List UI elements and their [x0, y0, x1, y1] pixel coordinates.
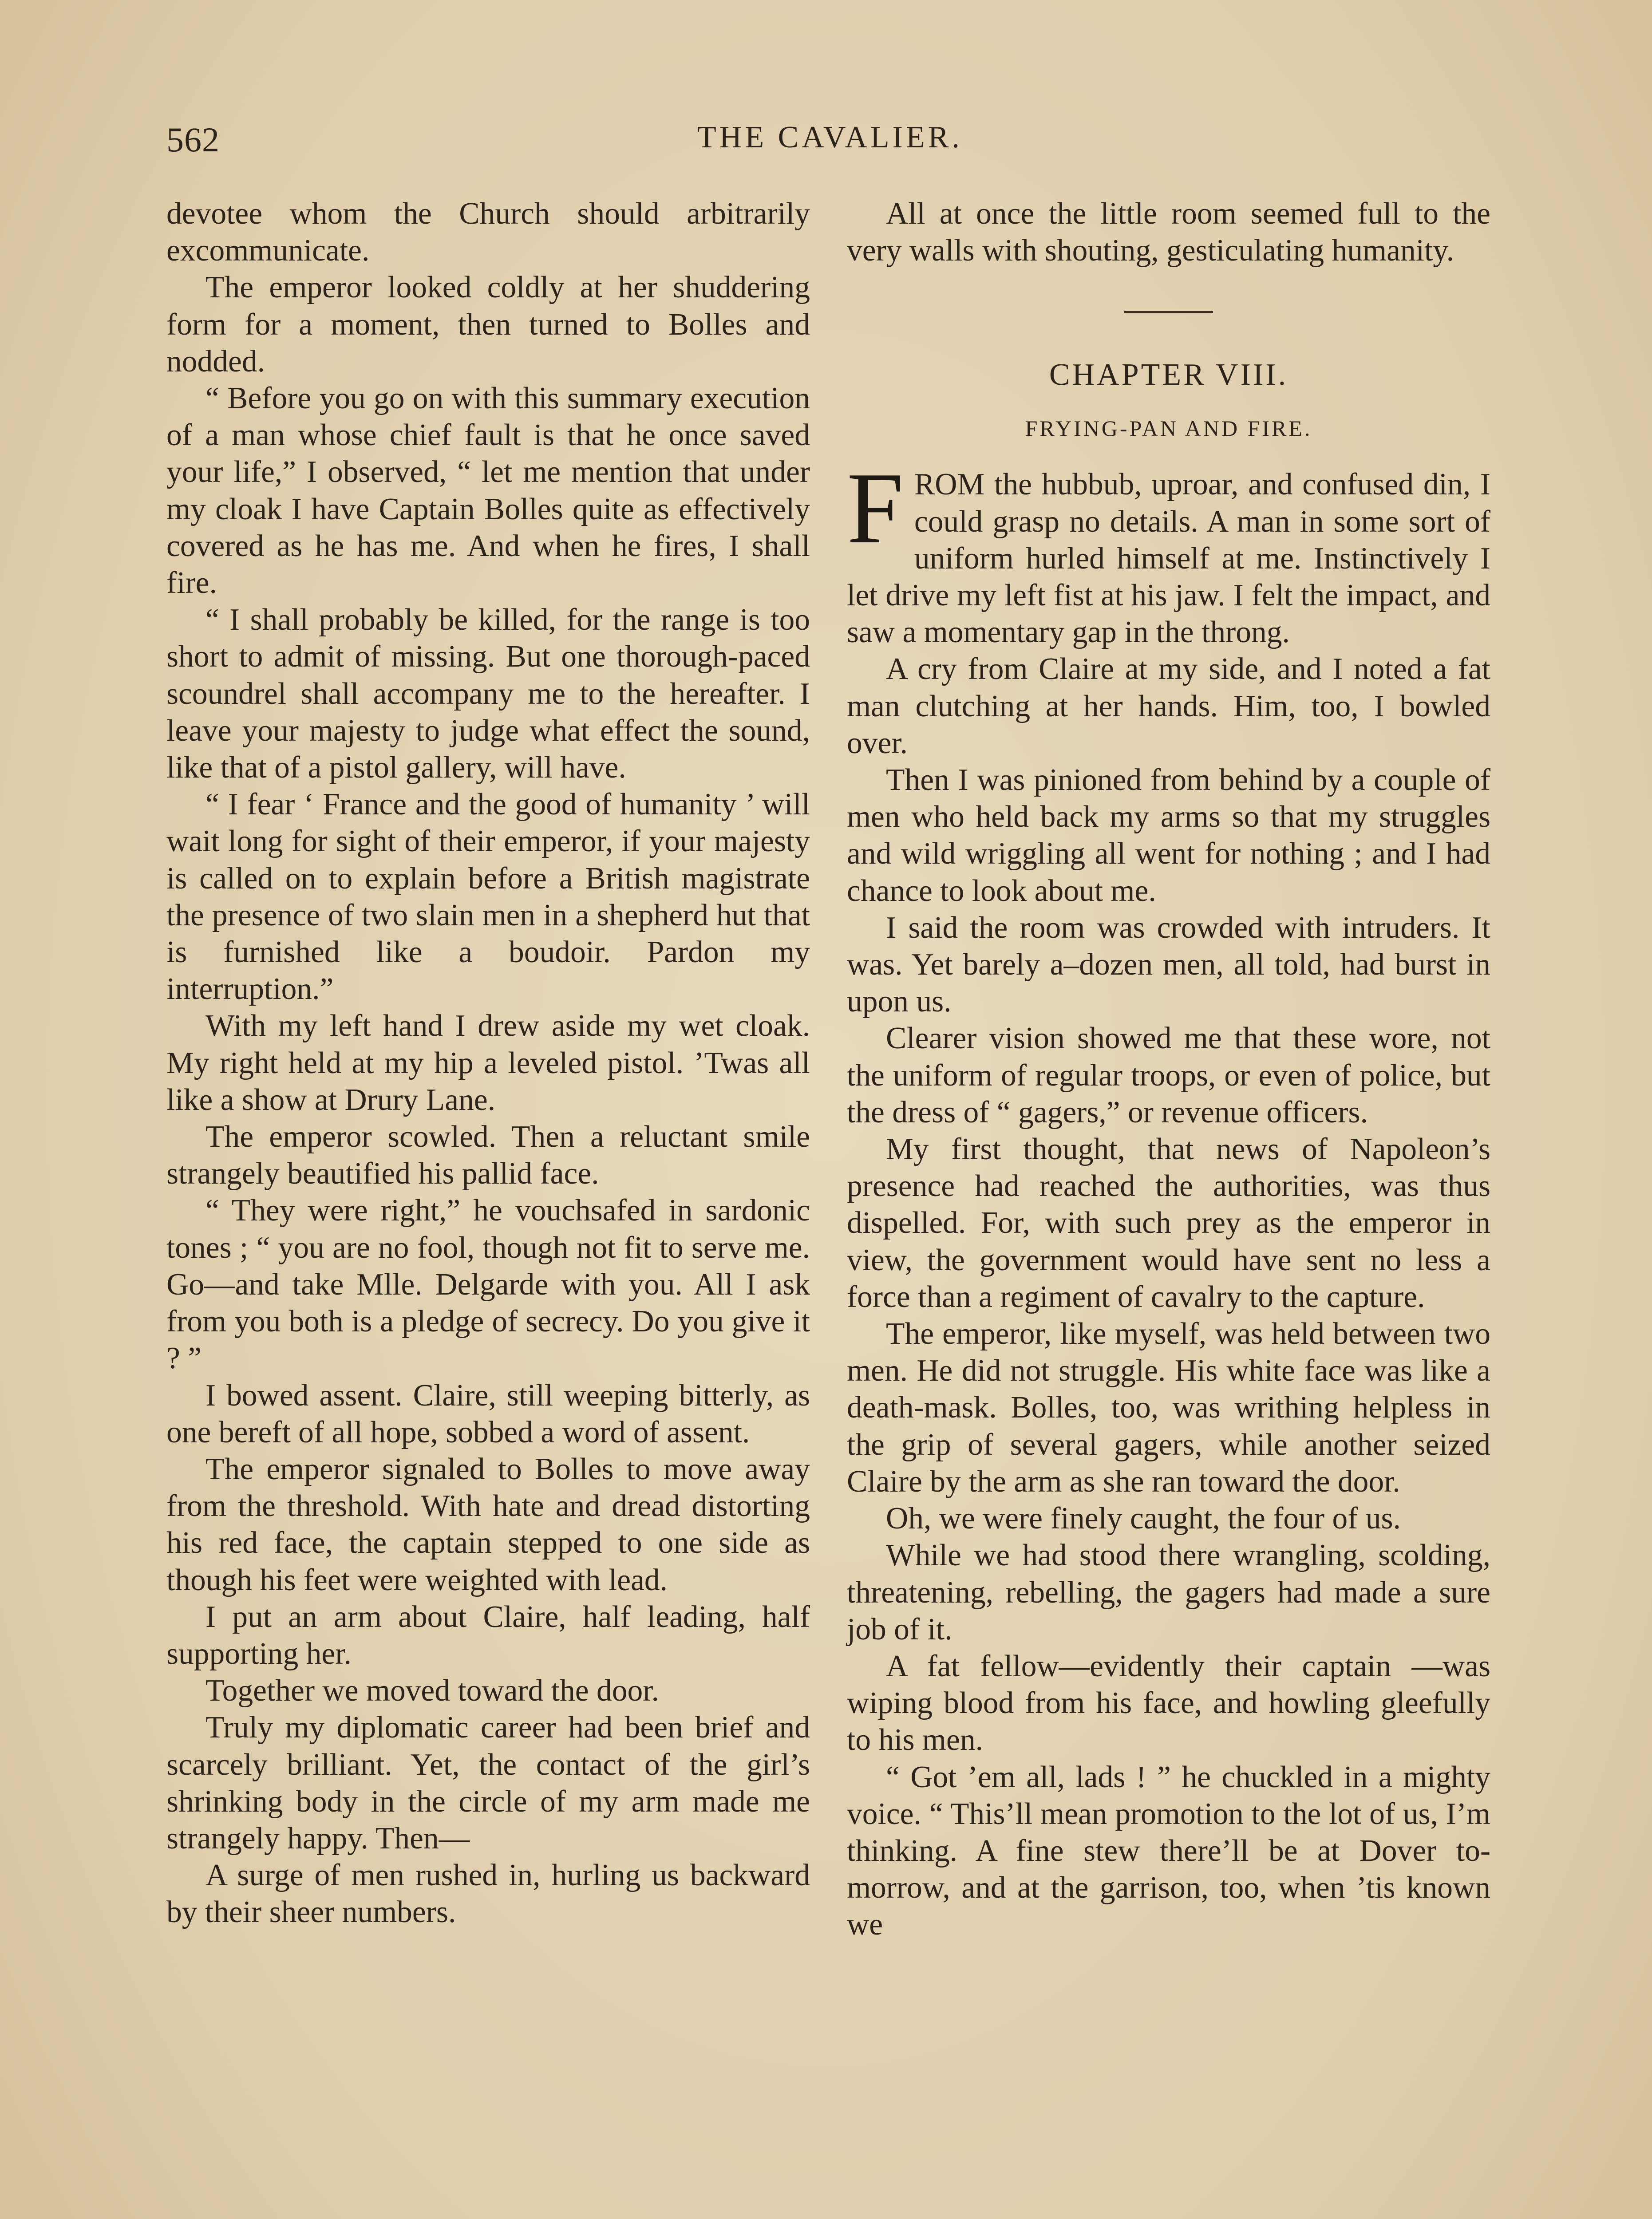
- chapter-title: CHAPTER VIII.: [1049, 358, 1288, 392]
- paragraph: “ They were right,” he vouchsafed in sardonic tones ; “ you are no fool, though not fit to serve me. Go—and take Mlle. Delgarde with you. All I ask from you both is a pledge of secrecy. Do you give it ? ”: [166, 1193, 810, 1376]
- paragraph: A surge of men rushed in, hurling us backward by their sheer numbers.: [166, 1858, 810, 1930]
- section-divider: [1124, 311, 1213, 313]
- chapter-opening-paragraph: [847, 451, 1490, 651]
- paragraph: devotee whom the Church should arbitrarily excommunicate.: [166, 197, 810, 268]
- running-title: THE CAVALIER.: [697, 120, 963, 154]
- paragraph: The emperor signaled to Bolles to move away from the threshold. With hate and dread distorting his red face, the captain stepped to one side as though his feet were weighted with lead.: [166, 1452, 810, 1597]
- paragraph-text: ROM the hubbub, uproar, and confused din, I could grasp no details. A man in some sort of uniform hurled himself at me. Instinctively I let drive my left fist at his jaw. I felt the impact, and saw a momentary gap in the throng.: [847, 467, 1490, 650]
- paragraph: I bowed assent. Claire, still weeping bitterly, as one bereft of all hope, sobbed a word of assent.: [166, 1378, 810, 1449]
- drop-cap: F: [847, 451, 904, 565]
- right-column: [847, 195, 1490, 1943]
- paragraph: “ Before you go on with this summary execution of a man whose chief fault is that he once saved your life,” I observed, “ let me mention that under my cloak I have Captain Bolles quite as effectively covered as he has me. And when he fires, I shall fire.: [166, 381, 810, 600]
- paragraph: I said the room was crowded with intruders. It was. Yet barely a–dozen men, all told, had burst in upon us.: [847, 910, 1490, 1019]
- paragraph: Together we moved toward the door.: [206, 1674, 659, 1708]
- paragraph: The emperor, like myself, was held between two men. He did not struggle. His white face was like a death-mask. Bolles, too, was writhing helpless in the grip of several gagers, while another seized Claire by the arm as she ran toward the door.: [847, 1317, 1490, 1499]
- paragraph: I put an arm about Claire, half leading, half supporting her.: [166, 1599, 810, 1671]
- paragraph: “ I shall probably be killed, for the range is too short to admit of missing. But one thorough-paced scoundrel shall accompany me to the hereafter. I leave your majesty to judge what effect the sound, like that of a pistol gallery, will have.: [166, 603, 810, 785]
- paragraph: While we had stood there wrangling, scolding, threatening, rebelling, the gagers had made a sure job of it.: [847, 1538, 1490, 1646]
- page-number: 562: [166, 120, 220, 159]
- paragraph: Then I was pinioned from behind by a couple of men who held back my arms so that my struggles and wild wriggling all went for nothing ; and I had chance to look about me.: [847, 763, 1490, 908]
- paragraph: Clearer vision showed me that these wore, not the uniform of regular troops, or even of police, but the dress of “ gagers,” or revenue officers.: [847, 1021, 1490, 1129]
- left-column: [166, 195, 810, 1931]
- paragraph: My first thought, that news of Napoleon’s presence had reached the authorities, was thus dispelled. For, with such prey as the emperor in view, the government would have sent no less a force than a regiment of cavalry to the capture.: [847, 1132, 1490, 1314]
- paragraph: All at once the little room seemed full to the very walls with shouting, gesticulating humanity.: [847, 197, 1490, 268]
- paragraph: A fat fellow—evidently their captain —was wiping blood from his face, and howling gleefully to his men.: [847, 1649, 1490, 1757]
- paragraph: The emperor looked coldly at her shuddering form for a moment, then turned to Bolles and nodded.: [166, 270, 810, 379]
- paragraph: The emperor scowled. Then a reluctant smile strangely beautified his pallid face.: [166, 1120, 810, 1191]
- paragraph: “ Got ’em all, lads ! ” he chuckled in a mighty voice. “ This’ll mean promotion to the lot of us, I’m thinking. A fine stew there’ll be at Dover to-morrow, and at the garrison, too, when ’tis known we: [847, 1760, 1490, 1942]
- chapter-subtitle: FRYING-PAN AND FIRE.: [1025, 416, 1312, 441]
- paragraph: Oh, we were finely caught, the four of us.: [886, 1501, 1401, 1536]
- page-header: [166, 120, 1494, 169]
- paragraph: With my left hand I drew aside my wet cloak. My right held at my hip a leveled pistol. ’Twas all like a show at Drury Lane.: [166, 1009, 810, 1117]
- paragraph: A cry from Claire at my side, and I noted a fat man clutching at her hands. Him, too, I bowled over.: [847, 652, 1490, 760]
- paragraph: “ I fear ‘ France and the good of humanity ’ will wait long for sight of their emperor, if your majesty is called on to explain before a British magistrate the presence of two slain men in a shepherd hut that is furnished like a boudoir. Pardon my interruption.”: [166, 787, 810, 1007]
- paragraph: Truly my diplomatic career had been brief and scarcely brilliant. Yet, the contact of the girl’s shrinking body in the circle of my arm made me strangely happy. Then—: [166, 1710, 810, 1856]
